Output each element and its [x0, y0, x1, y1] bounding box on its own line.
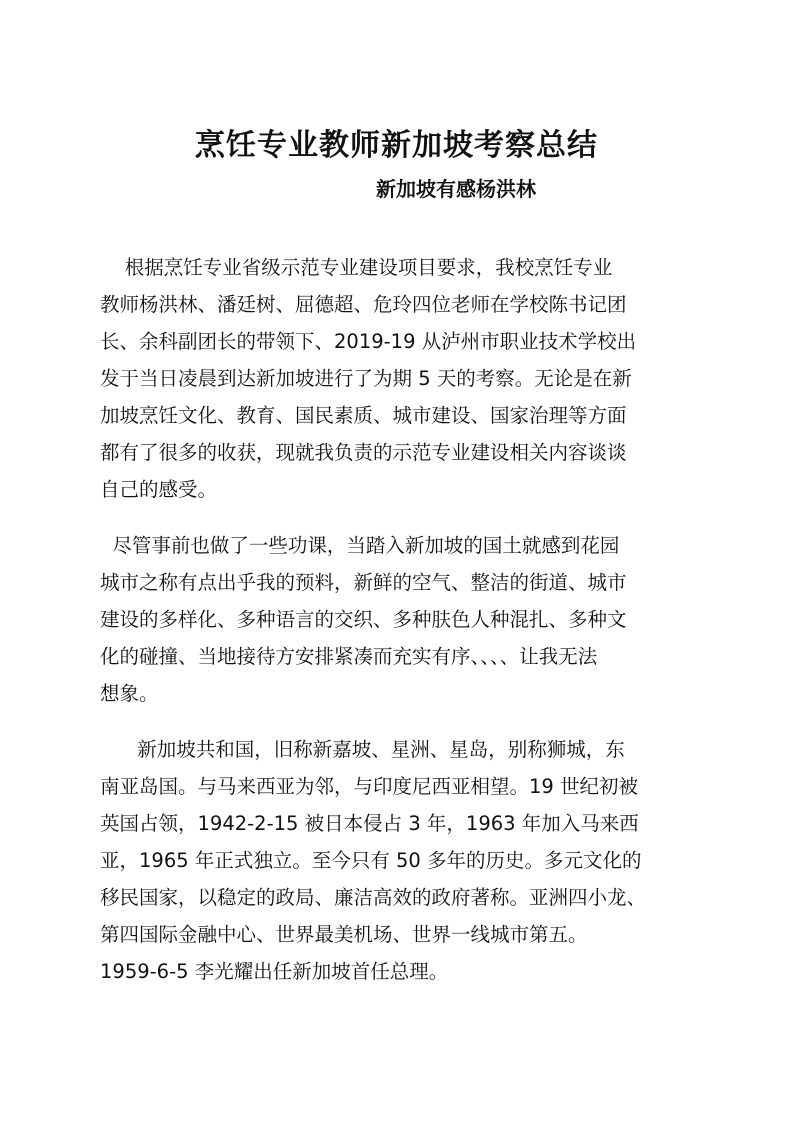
text-line: 发于当日凌晨到达新加坡进行了为期 5 天的考察。无论是在新 [100, 367, 632, 390]
text-line: 尽管事前也做了一些功课，当踏入新加坡的国土就感到花园 [100, 534, 620, 557]
text-line: 移民国家，以稳定的政局、廉洁高效的政府著称。亚洲四小龙、 [100, 886, 647, 909]
text-line: 想象。 [100, 682, 159, 705]
paragraph-1 [100, 249, 690, 508]
text-line: 第四国际金融中心、世界最美机场、世界一线城市第五。 [100, 923, 588, 946]
text-line: 南亚岛国。与马来西亚为邻，与印度尼西亚相望。19 世纪初被 [100, 775, 639, 798]
text-line: 英国占领，1942-2-15 被日本侵占 3 年，1963 年加入马来西 [100, 812, 639, 835]
paragraph-2 [100, 527, 690, 712]
text-line: 1959-6-5 李光耀出任新加坡首任总理。 [100, 960, 449, 983]
paragraph-3 [100, 731, 690, 990]
document-title: 烹饪专业教师新加坡考察总结 [195, 128, 598, 163]
text-line: 化的碰撞、当地接待方安排紧凑而充实有序、、、、让我无法 [100, 645, 598, 668]
text-line: 长、余科副团长的带领下、2019-19 从泸州市职业技术学校出 [100, 330, 637, 353]
text-line: 加坡烹饪文化、教育、国民素质、城市建设、国家治理等方面 [100, 404, 627, 427]
text-line: 亚，1965 年正式独立。至今只有 50 多年的历史。多元文化的 [100, 849, 642, 872]
text-line: 自己的感受。 [100, 478, 218, 501]
text-line: 建设的多样化、多种语言的交织、多种肤色人种混扎、多种文 [100, 608, 627, 631]
text-line: 新加坡共和国，旧称新嘉坡、星洲、星岛，别称狮城，东 [100, 738, 625, 761]
document-subtitle: 新加坡有感杨洪林 [376, 177, 536, 201]
text-line: 都有了很多的收获，现就我负责的示范专业建设相关内容谈谈 [100, 441, 627, 464]
text-line: 根据烹饪专业省级示范专业建设项目要求，我校烹饪专业 [100, 256, 613, 279]
text-line: 城市之称有点出乎我的预料，新鲜的空气、整洁的街道、城市 [100, 571, 627, 594]
text-line: 教师杨洪林、潘廷树、屈德超、危玲四位老师在学校陈书记团 [100, 293, 627, 316]
